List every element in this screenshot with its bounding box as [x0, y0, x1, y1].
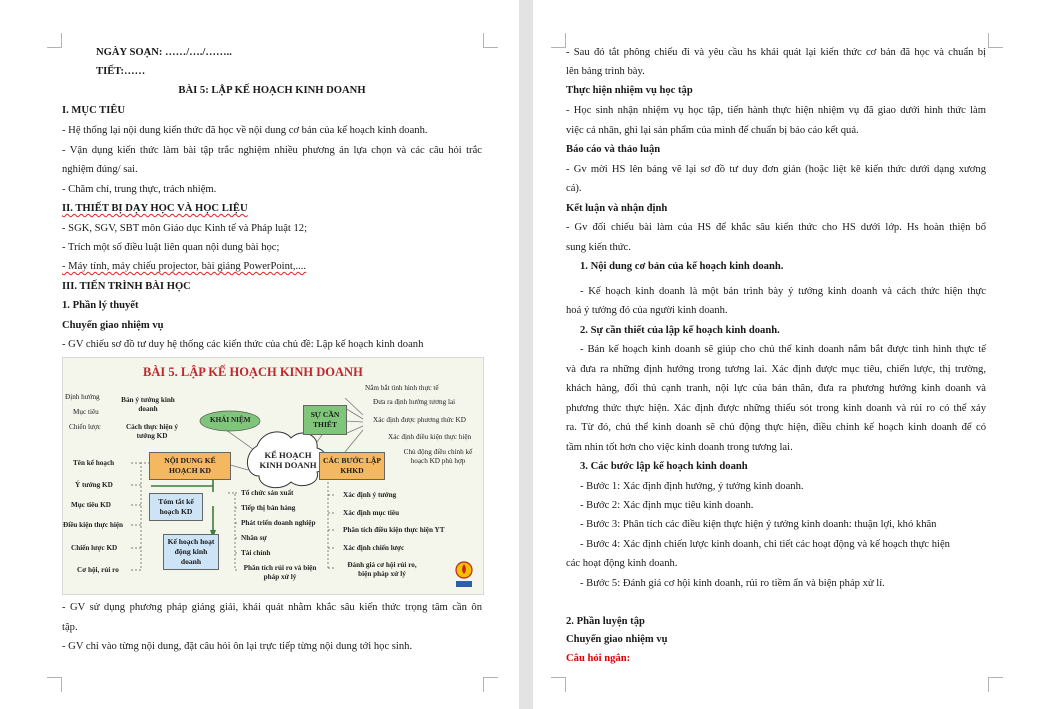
subheading-steps: 3. Các bước lập kế hoạch kinh doanh: [580, 461, 748, 472]
mindmap-leaf: Chủ động điều chỉnh kế hoạch KD phù hợp: [403, 448, 473, 465]
mindmap-connectors: [63, 358, 483, 594]
page-gutter: [519, 0, 533, 709]
crop-mark-top-left: [47, 33, 62, 48]
paragraph-line: - Máy tính, máy chiếu projector, bài giảng PowerPoint,....: [62, 261, 307, 272]
lesson-title: BÀI 5: LẬP KẾ HOẠCH KINH DOANH: [178, 85, 366, 96]
paragraph-line: phương thức thực hiện. Xác định được những thiếu sót trong kinh doanh và rủi ro có thể xảy: [566, 403, 986, 414]
step-line: - Bước 4: Xác định chiến lược kinh doanh, chi tiết các hoạt động và kế hoạch thực hiện: [580, 539, 950, 550]
subheading-content: 1. Nội dung cơ bản của kế hoạch kinh doanh.: [580, 261, 784, 272]
mindmap-leaf: Phát triển doanh nghiệp: [241, 519, 316, 527]
crop-mark-top-right: [988, 33, 1003, 48]
document-page-right[interactable]: [533, 0, 1048, 709]
mindmap-leaf: Xác định điều kiện thực hiện: [388, 433, 472, 441]
crop-mark-bottom-left: [47, 677, 62, 692]
paragraph-line: hoá ý tưởng đó của người kinh doanh.: [566, 305, 728, 316]
mindmap-leaf: Tên kế hoạch: [73, 459, 115, 467]
paragraph-line: - Vận dụng kiến thức làm bài tập trắc nghiệm nhiều phương án lựa chọn và các câu hỏi trắc: [62, 145, 482, 156]
subheading-perform-task: Thực hiện nhiệm vụ học tập: [566, 85, 693, 96]
mindmap-leaf: Mục tiêu: [73, 408, 99, 416]
heading-objectives: I. MỤC TIÊU: [62, 105, 126, 116]
step-line: - Bước 2: Xác định mục tiêu kinh doanh.: [580, 500, 754, 511]
paragraph-line: - GV chỉ vào từng nội dung, đặt câu hỏi ôn lại trực tiếp từng nội dung tới học sinh.: [62, 641, 413, 652]
mindmap-leaf: Xác định chiến lược: [343, 544, 405, 552]
mindmap-leaf: Tiếp thị bán hàng: [241, 504, 296, 512]
document-page-left[interactable]: [0, 0, 519, 709]
mindmap-leaf: Ý tưởng KD: [75, 481, 113, 489]
node-cac-buoc: CÁC BƯỚC LẬP KHKD: [319, 452, 385, 480]
mindmap-leaf: Chiến lược: [69, 423, 101, 431]
node-tom-tat: Tóm tắt kế hoạch KD: [149, 493, 203, 521]
mindmap-leaf: Cách thực hiện ý tưởng KD: [125, 423, 179, 440]
subheading-conclusion: Kết luận và nhận định: [566, 203, 668, 214]
node-ke-hoach-hoat-dong: Kế hoạch hoạt động kinh doanh: [163, 534, 219, 570]
mindmap-leaf: Xác định mục tiêu: [343, 509, 400, 517]
crop-mark-bottom-right: [483, 677, 498, 692]
period-line: TIẾT:……: [96, 66, 146, 77]
mindmap-leaf: Đưa ra định hướng tương lai: [373, 398, 456, 406]
paragraph-line: - Học sinh nhận nhiệm vụ học tập, tiến hành thực hiện nhiệm vụ đã giao dưới hình thức làm: [566, 105, 986, 116]
paragraph-line: và đưa ra những định hướng trong tương lai. Xác định được mục tiêu, chiến lược, thị trường,: [566, 364, 986, 375]
mindmap-leaf: Cơ hội, rủi ro: [77, 566, 119, 574]
step-line: các hoạt động kinh doanh.: [566, 558, 678, 569]
paragraph-line: cá).: [566, 183, 582, 194]
crop-mark-top-left: [551, 33, 566, 48]
mindmap-leaf: Nắm bắt tình hình thực tế: [365, 384, 439, 392]
paragraph-line: - Trích một số điều luật liên quan nội dung bài học;: [62, 242, 280, 253]
paragraph-line: - Bản kế hoạch kinh doanh sẽ giúp cho chủ thể kinh doanh nắm bắt được tình hình thực tế: [580, 344, 986, 355]
mindmap-leaf: Xác định ý tưởng: [343, 491, 397, 499]
mindmap-leaf: Tổ chức sản xuất: [241, 489, 294, 497]
mindmap-leaf: Bản ý tưởng kinh doanh: [121, 396, 175, 413]
mindmap-image[interactable]: [62, 357, 484, 595]
mindmap-leaf: Mục tiêu KD: [71, 501, 111, 509]
node-khai-niem: KHÁI NIỆM: [210, 416, 251, 424]
mindmap-center: KẾ HOẠCH KINH DOANH: [259, 450, 317, 470]
paragraph-line: - SGK, SGV, SBT môn Giáo dục Kinh tế và Pháp luật 12;: [62, 223, 308, 234]
paragraph-line: ra. Từ đó, chủ thể kinh doanh sẽ chủ động thực hiện, điều chỉnh kế hoạch kinh doanh để có: [566, 422, 986, 433]
paragraph-line: - Hệ thống lại nội dung kiến thức đã học về nội dung cơ bản của kế hoạch kinh doanh.: [62, 125, 428, 136]
nlcc-logo-icon: [452, 560, 476, 590]
paragraph-line: - Kế hoạch kinh doanh là một bản trình bày ý tưởng kinh doanh và cách thức hiện thực: [580, 286, 986, 297]
paragraph-line: - GV chiếu sơ đồ tư duy hệ thống các kiến thức của chủ đề: Lập kế hoạch kinh doanh: [62, 339, 424, 350]
paragraph-line: - Chăm chỉ, trung thực, trách nhiệm.: [62, 184, 217, 195]
paragraph-line: nghiệm đúng/ sai.: [62, 164, 138, 175]
mindmap-leaf: Phân tích điều kiện thực hiện YT: [343, 526, 445, 534]
subheading-theory: 1. Phần lý thuyết: [62, 300, 139, 311]
paragraph-line: - Gv đối chiếu bài làm của HS để khắc sâu kiến thức cho HS dưới lớp. Hs hoàn thiện bổ: [566, 222, 986, 233]
step-line: - Bước 3: Phân tích các điều kiện thực hiện ý tưởng kinh doanh: thuận lợi, khó khăn: [580, 519, 937, 530]
date-line: NGÀY SOẠN: ……/…./……..: [96, 47, 232, 58]
paragraph-line: việc cá nhân, ghi lại sản phẩm của mình để chuẩn bị báo cáo kết quả.: [566, 125, 859, 136]
mindmap-leaf: Điều kiện thực hiện: [63, 521, 124, 529]
mindmap-leaf: Nhân sự: [241, 534, 267, 542]
step-line: - Bước 1: Xác định định hướng, ý tưởng kinh doanh.: [580, 481, 804, 492]
mindmap-leaf: Xác định được phương thức KD: [373, 416, 466, 424]
mindmap-title: BÀI 5. LẬP KẾ HOẠCH KINH DOANH: [143, 365, 363, 379]
subheading-necessity: 2. Sự cần thiết của lập kế hoạch kinh doanh.: [580, 325, 780, 336]
subheading-assign-task: Chuyển giao nhiệm vụ: [566, 634, 668, 645]
mindmap-leaf: Tài chính: [241, 549, 271, 557]
paragraph-line: tầm nhìn tốt hơn cho việc kinh doanh trong tương lai.: [566, 442, 793, 453]
node-su-can-thiet: SỰ CẦN THIẾT: [303, 405, 347, 435]
paragraph-line: lên bảng trình bày.: [566, 66, 645, 77]
paragraph-line: tập.: [62, 622, 78, 633]
mindmap-leaf: Phân tích rủi ro và biện pháp xử lý: [243, 564, 317, 581]
heading-equipment: II. THIẾT BỊ DẠY HỌC VÀ HỌC LIỆU: [62, 203, 248, 214]
subheading-practice: 2. Phần luyện tập: [566, 616, 645, 627]
paragraph-line: - Sau đó tắt phông chiếu đi và yêu cầu hs khái quát lại kiến thức cơ bản đã học và chuẩn bị: [566, 47, 986, 58]
heading-process: III. TIẾN TRÌNH BÀI HỌC: [62, 281, 191, 292]
mindmap-leaf: Chiến lược KD: [71, 544, 118, 552]
mindmap-leaf: Định hướng: [65, 393, 100, 401]
crop-mark-bottom-left: [551, 677, 566, 692]
step-line: - Bước 5: Đánh giá cơ hội kinh doanh, rủi ro tiềm ẩn và biện pháp xử lí.: [580, 578, 885, 589]
paragraph-line: khách hàng, đối thủ cạnh tranh, nội lực của bản thân, đưa ra phương hướng kinh doanh và: [566, 383, 986, 394]
paragraph-line: - Gv mời HS lên bảng vẽ lại sơ đồ tư duy đơn giản (hoặc liệt kê kiến thức dưới dạng xương: [566, 164, 986, 175]
mindmap-leaf: Đánh giá cơ hội rủi ro, biện pháp xử lý: [347, 561, 417, 578]
paragraph-line: sung kiến thức.: [566, 242, 631, 253]
crop-mark-bottom-right: [988, 677, 1003, 692]
paragraph-line: - GV sử dụng phương pháp giảng giải, khái quát nhằm khắc sâu kiến thức trọng tâm cần ôn: [62, 602, 482, 613]
subheading-assign-task: Chuyển giao nhiệm vụ: [62, 320, 164, 331]
subheading-report: Báo cáo và thảo luận: [566, 144, 661, 155]
node-noi-dung: NỘI DUNG KẾ HOẠCH KD: [149, 452, 231, 480]
short-questions-heading: Câu hỏi ngắn:: [566, 653, 631, 664]
